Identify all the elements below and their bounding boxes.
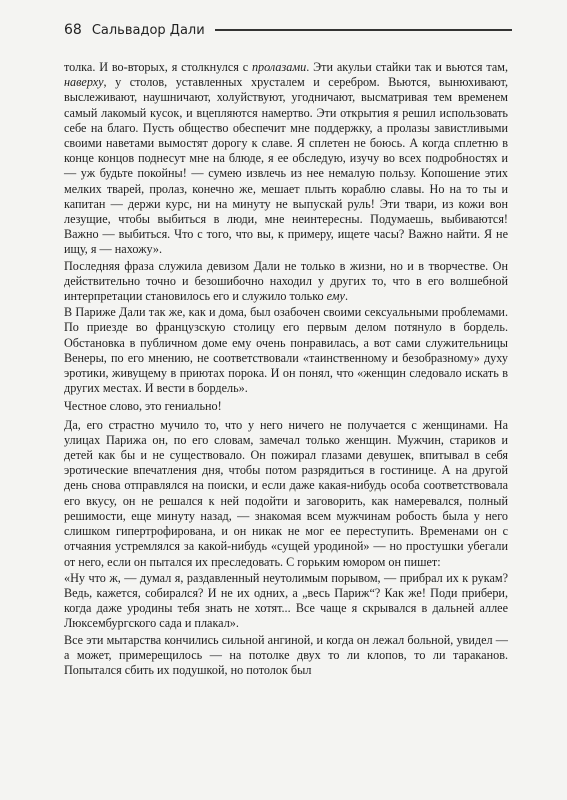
text-run: . Эти акульи стайки так и вьются там, [306, 60, 508, 74]
italic-text: наверху [64, 75, 104, 90]
paragraph [64, 571, 508, 632]
text-run: Последняя фраза служила девизом Дали не только в жизни, но и в творчестве. Он действительно точно и безошибочно находил у других то, что в его волшебной интерпретации становилось его и служило только [64, 258, 508, 304]
header-rule [215, 29, 512, 30]
running-header [64, 16, 512, 44]
italic-text: ему [326, 289, 345, 304]
paragraph [64, 418, 508, 570]
text-run: В Париже Дали так же, как и дома, был озабочен своими сексуальными проблемами. По приезде во французскую столицу его первым делом потянуло в бордель. Обстановка в публичном доме ему очень понравилась, а вот сами служительницы Венеры, по его мнению, не соответствовали «таинственному и безобразному» духу эротики, живущему в приютах порока. И он понял, что «женщин следовало искать в других местах. И вести в бордель». [64, 305, 508, 396]
running-title: Сальвадор Дали [91, 22, 205, 38]
paragraph [64, 633, 508, 679]
text-run: , у столов, уставленных хрусталем и серебром. Вьются, вынюхивают, выслеживают, наушничают, холуйствуют, угодничают, высматривая тем временем самый лакомый кусок, и вцепляются намертво. Эти открытия я решил использовать себе на благо. Пусть общество обеспечит мне поддержку, а пролазы завистливыми своими наветами вымостят дорогу к славе. Я сплетен не боюсь. А когда сплетню в конце концов поднесут мне на блюде, я ее обследую, изучу во всех подробностях и — уж будьте покойны! — сумею извлечь из нее немалую пользу. Копошение этих мелких тварей, пролаз, конечно же, мешает плыть кораблю славы. Но на то ты и капитан — держи курс, ни на минуту не выпускай руль! Эти твари, из кожи вон лезущие, чтобы выбиться в люди, мне неинтересны. Подумаешь, выбиваются! Важно — выбиться. Что с того, что вы, к примеру, ищете часы? Важно найти. Я не ищу, я — нахожу». [64, 75, 508, 257]
italic-text: пролазами [251, 60, 307, 74]
paragraph [64, 259, 508, 305]
paragraph [64, 305, 508, 396]
paragraph [64, 399, 508, 414]
page-number: 68 [64, 22, 82, 38]
text-run: «Ну что ж, — думал я, раздавленный неутолимым порывом, — прибрал их к рукам? Ведь, кажется, собирался? И не их одних, а „весь Париж“? Как же! Поди прибери, когда даже уродины тебя знать не хотят... Все чаще я скрывался в дальней аллее Люксембургского сада и плакал». [64, 570, 508, 631]
paragraph [64, 60, 508, 258]
body-text [64, 60, 508, 679]
text-run: Все эти мытарства кончились сильной ангиной, и когда он лежал больной, увидел — а может, примерещилось — на потолке двух то ли клопов, то ли тараканов. Попытался сбить их подушкой, но потолок был [64, 632, 508, 677]
text-run: . [344, 289, 349, 304]
text-run: Честное слово, это гениально! [64, 399, 222, 414]
text-run: Да, его страстно мучило то, что у него ничего не получается с женщинами. На улицах Парижа он, по его словам, замечал только женщин. Мужчин, стариков и детей как бы и не существовало. Он пожирал глазами девушек, впитывал в себя эротические впечатления дня, чтобы потом разрядиться в гостинице. А на другой день снова отправлялся на поиски, и если даже какая-нибудь особа соответствовала его вкусу, он не решался к ней подойти и заговорить, как намеревался, полный решимости, еще минуту назад, — знакомая всем мужчинам робость была у него слишком гипертрофирована, и он никак не мог ее переступить. Временами он с отчаяния устремлялся за какой-нибудь «сущей уродиной» — но простушки убегали от него, если он пытался их преследовать. С горьким юмором он пишет: [64, 417, 508, 569]
text-run: толка. И во-вторых, я столкнулся с [64, 60, 252, 74]
